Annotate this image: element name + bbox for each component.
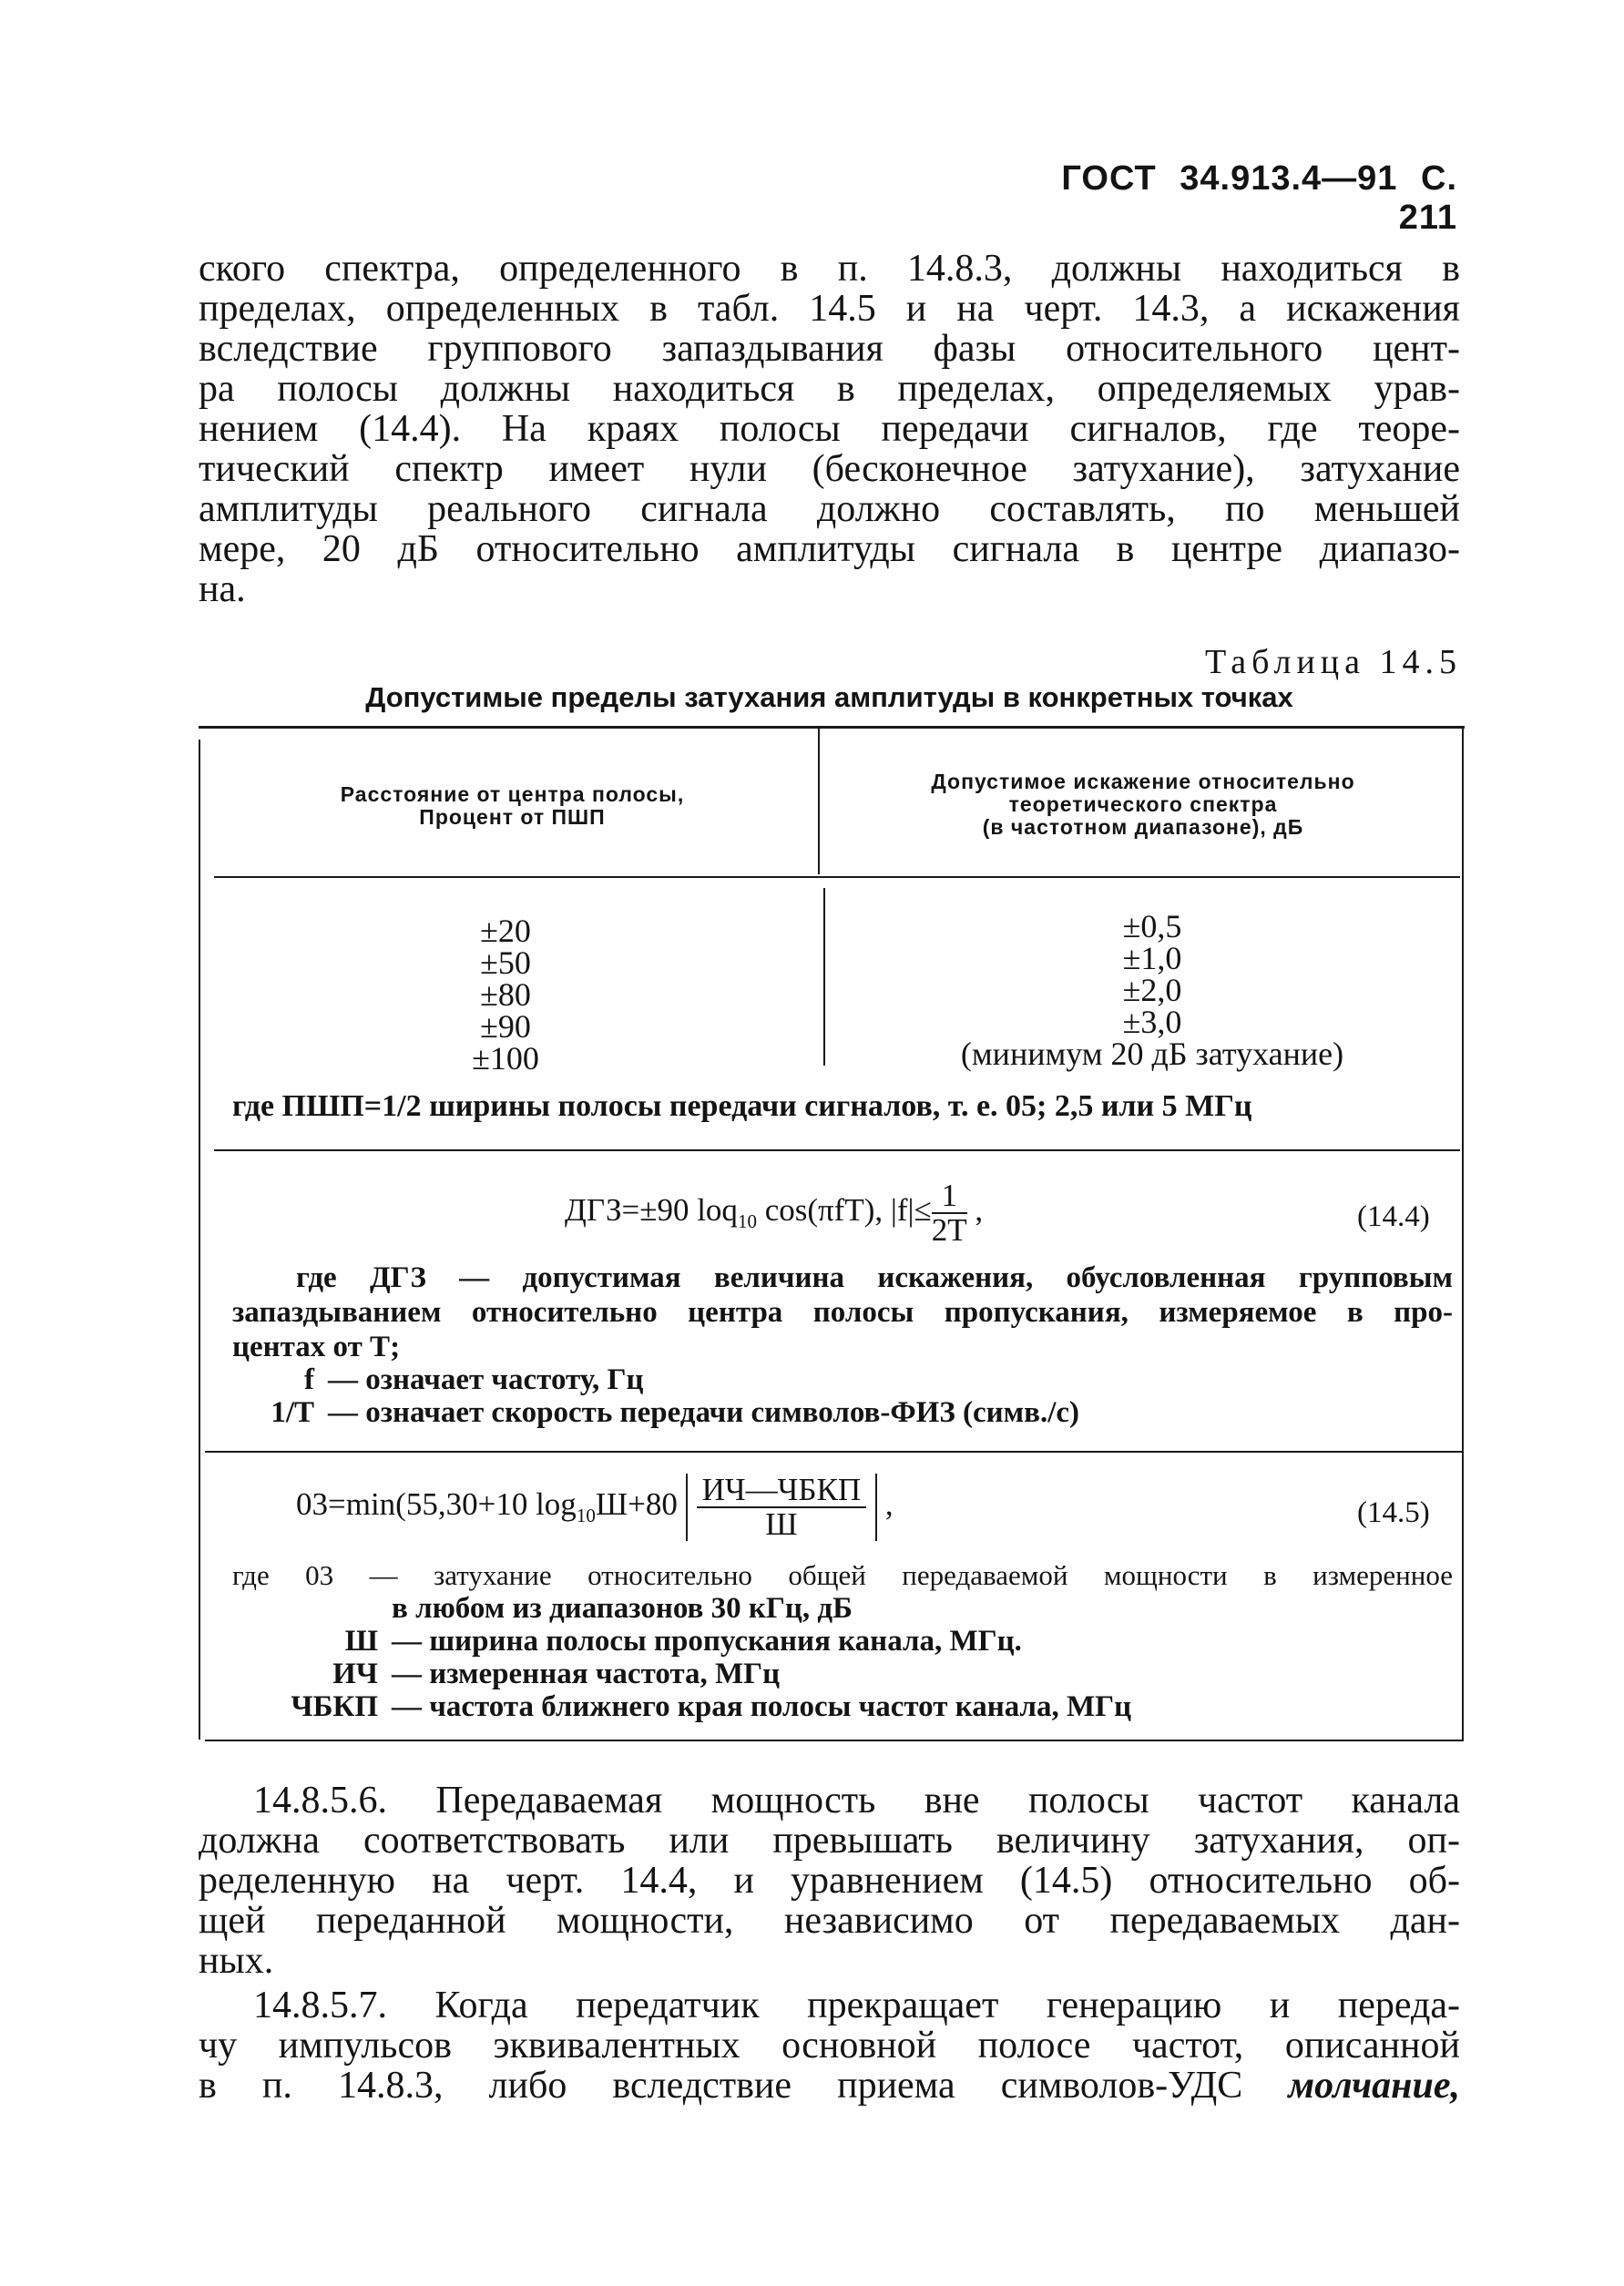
table-cell: ±50 <box>480 944 531 981</box>
variable-definition: — означает частоту, Гц <box>328 1363 644 1396</box>
column-header-distortion: Допустимое искажение относительно теоретического спектра (в частотном диапазоне), дБ <box>931 770 1355 839</box>
formula-description: в любом из диапазонов 30 кГц, дБ <box>392 1592 853 1625</box>
page-header <box>1020 159 1457 238</box>
variable-definition: — означает скорость передачи символов-ФИЗ (симв./с) <box>328 1396 1080 1429</box>
text-line: в п. 14.8.3, либо вследствие приема символов-УДС молчание, <box>199 2065 1460 2107</box>
table-cell: ±100 <box>472 1040 539 1077</box>
text-line: ра полосы должны находиться в пределах, определяемых урав- <box>199 368 1460 410</box>
table-cell: ±2,0 <box>1122 972 1182 1008</box>
gost-label: ГОСТ <box>1061 159 1157 198</box>
column-header-distance: Расстояние от центра полосы, Процент от ПШП <box>340 782 685 829</box>
variable-symbol: ЧБКП <box>291 1690 378 1723</box>
table-cell: ±0,5 <box>1122 908 1182 944</box>
paragraph-14-8-5-6 <box>199 1781 1460 1981</box>
paragraph-14-8-5-7 <box>199 1985 1460 2106</box>
absolute-value <box>686 1474 878 1541</box>
formula-14-4: ДГЗ=±90 loq$_{10}$ cos(πfT), |f|≤ $\frac{1}{2T}$ , <box>565 1178 984 1248</box>
table-cell: ±1,0 <box>1122 940 1182 976</box>
text-line: 14.8.5.7. Когда передатчик прекращает генерацию и переда- <box>253 1985 1460 2026</box>
table-title: Допустимые пределы затухания амплитуды в конкретных точках <box>365 681 1293 713</box>
table-bottom-border <box>205 1740 1464 1741</box>
table-column-divider <box>818 729 820 874</box>
table-cell: ±20 <box>480 913 531 949</box>
text-line: 14.8.5.6. Передаваемая мощность вне полосы частот канала <box>253 1780 1460 1822</box>
table-left-border <box>199 740 200 1740</box>
text-line: амплитуды реального сигнала должно составлять, по меньшей <box>199 488 1460 530</box>
table-cell: (минимум 20 дБ затухание) <box>960 1036 1344 1072</box>
table-section-separator <box>205 1451 1462 1453</box>
formula-14-5: 03=min(55,30+10 $\log_{10}Ш+80$ $\frac{\text{ИЧ—ЧБКП}}{Ш}$ , <box>296 1472 894 1542</box>
formula-description: где ДГЗ — допустимая величина искажения, обусловленная групповым <box>296 1261 1453 1294</box>
table-top-border <box>199 726 1465 729</box>
table-note: где ПШП=1/2 ширины полосы передачи сигналов, т. е. 05; 2,5 или 5 МГц <box>232 1089 1252 1123</box>
distortion-values <box>920 908 1384 1072</box>
text-line: щей переданной мощности, независимо от передаваемых дан- <box>199 1900 1460 1942</box>
table-cell: ±80 <box>480 976 531 1013</box>
formula-description: где 03 — затухание относительно общей передаваемой мощности в измеренное <box>232 1559 1453 1591</box>
variable-symbol: Ш <box>344 1625 378 1658</box>
variable-definition: — частота ближнего края полосы частот канала, МГц <box>392 1690 1132 1723</box>
text-line: ского спектра, определенного в п. 14.8.3, должны находиться в <box>199 248 1460 290</box>
table-right-border <box>1462 729 1464 1741</box>
equation-number: (14.4) <box>1357 1200 1430 1233</box>
text-line: ределенную на черт. 14.4, и уравнением (14.5) относительно об- <box>199 1860 1460 1902</box>
text-line: мере, 20 дБ относительно амплитуды сигнала в центре диапазо- <box>199 528 1460 570</box>
table-caption: Таблица 14.5 <box>1204 643 1462 681</box>
variable-symbol: f <box>304 1363 314 1396</box>
text-line: на. <box>199 568 246 610</box>
table-header-separator <box>214 876 1460 878</box>
page-number: С. 211 <box>1398 159 1457 237</box>
text-line: пределах, определенных в табл. 14.5 и на черт. 14.3, а искажения <box>199 288 1460 330</box>
variable-symbol: ИЧ <box>332 1658 378 1690</box>
formula-description: запаздыванием относительно центра полосы пропускания, измеряемое в про- <box>232 1296 1453 1329</box>
equation-number: (14.5) <box>1357 1496 1430 1529</box>
variable-symbol: 1/T <box>271 1396 314 1429</box>
text-line: вследствие группового запаздывания фазы относительного цент- <box>199 328 1460 370</box>
table-cell: ±3,0 <box>1122 1004 1182 1040</box>
fraction: $\frac{\text{ИЧ—ЧБКП}}{Ш}$ <box>697 1474 867 1541</box>
emphasized-term: молчание, <box>1288 2065 1460 2107</box>
text-line: нением (14.4). На краях полосы передачи сигналов, где теоре- <box>199 408 1460 450</box>
gost-number: 34.913.4—91 <box>1180 159 1398 198</box>
table-cell: ±90 <box>480 1008 531 1045</box>
table-column-divider <box>823 888 825 1066</box>
table-section-separator <box>214 1149 1460 1151</box>
fraction: $\frac{1}{2T}$ <box>931 1178 967 1248</box>
formula-description: центах от Т; <box>232 1331 401 1363</box>
text-line: тический спектр имеет нули (бесконечное затухание), затухание <box>199 448 1460 490</box>
distance-values <box>383 915 628 1075</box>
text-line: ных. <box>199 1940 274 1982</box>
text-line: должна соответствовать или превышать величину затухания, оп- <box>199 1820 1460 1862</box>
variable-definition: — ширина полосы пропускания канала, МГц. <box>392 1625 1022 1658</box>
paragraph-intro <box>199 249 1460 609</box>
variable-definition: — измеренная частота, МГц <box>392 1658 781 1690</box>
text-line: чу импульсов эквивалентных основной полосе частот, описанной <box>199 2025 1460 2067</box>
